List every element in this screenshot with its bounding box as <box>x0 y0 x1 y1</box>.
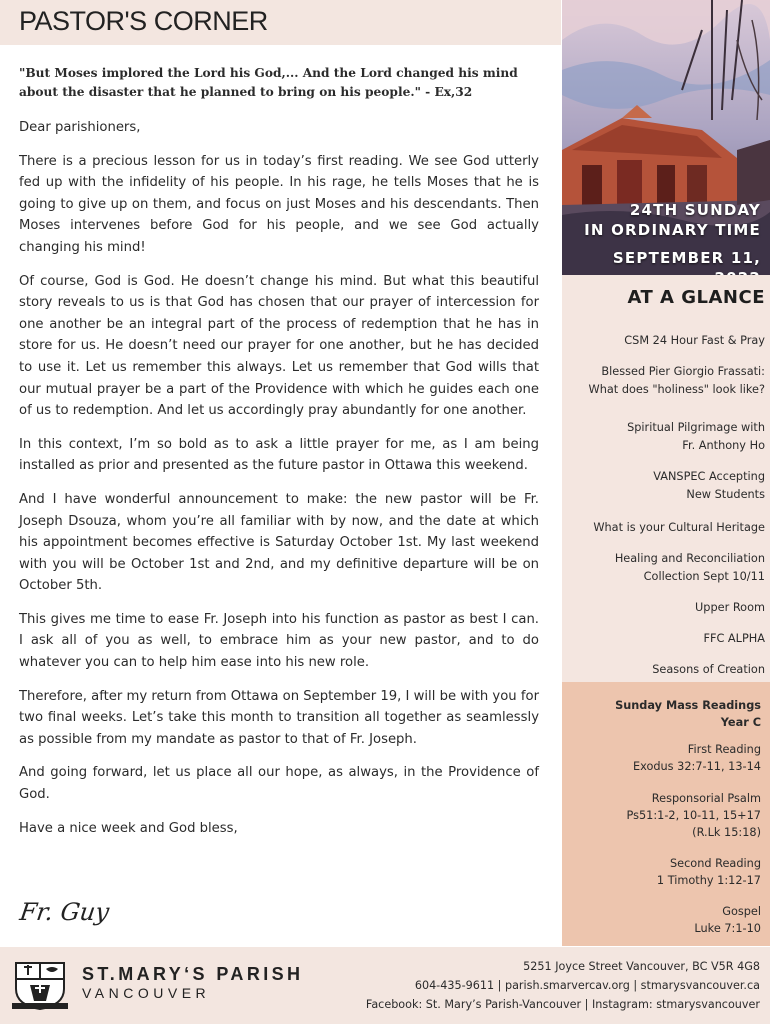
glance-item-cultural-heritage[interactable]: What is your Cultural Heritage <box>593 521 765 534</box>
parish-social-links[interactable]: Facebook: St. Mary’s Parish-Vancouver | Instagram: stmarysvancouver <box>365 998 760 1011</box>
letter-paragraph: Therefore, after my return from Ottawa on September 19, I will be with you for two final weeks. Let’s take this month to transition all together as seamlessly as possible from my mandate as pastor to that of Fr. Joseph. <box>19 688 539 747</box>
letter-paragraph: In this context, I’m so bold as to ask a little prayer for me, as I am being installed as prior and presented as the future pastor in Ottawa this weekend. <box>19 436 539 474</box>
mass-readings-panel <box>562 682 770 946</box>
letter-paragraph: There is a precious lesson for us in today’s first reading. We see God utterly fed up with the infidelity of his people. In his rage, he tells Moses that he is going to give up on them, and focus on just Moses and his descendants. Then Moses intervenes before God for his people, and we see God actually changing his mind! <box>19 153 539 255</box>
letter-paragraph: Of course, God is God. He doesn’t change his mind. But what this beautiful story reveals to us is that God has chosen that our prayer of intercession for one another be an integral part of the process of redemption that he has in store for us. He doesn’t need our prayer for one another, but he has decided to use it. Let us remember this always. Let us remember that God wills that our mutual prayer be a part of the Providence with which he guides each one of us to redemption. And let us accordingly pray abundantly for one another. <box>19 273 539 419</box>
letter-closing: Have a nice week and God bless, <box>19 820 238 836</box>
first-reading: First Reading Exodus 32:7-11, 13-14 <box>632 743 761 773</box>
pastor-letter <box>19 64 539 851</box>
parish-name: ST.MARY‘S PARISH <box>82 964 304 984</box>
parish-city: VANCOUVER <box>82 985 211 1001</box>
gospel-reading: Gospel Luke 7:1-10 <box>694 905 761 935</box>
crest-icon <box>12 959 68 1011</box>
parish-footer <box>0 947 770 1024</box>
responsorial-psalm: Responsorial Psalm Ps51:1-2, 10-11, 15+17 (R.Lk 15:18) <box>626 792 761 839</box>
letter-greeting: Dear parishioners, <box>19 120 141 135</box>
bulletin-date: SEPTEMBER 11, <box>612 249 761 267</box>
letter-paragraph: This gives me time to ease Fr. Joseph into his function as pastor as best I can. I ask all of you as well, to embrace him as your new pastor, and to do whatever you can to help him ease into his new role. <box>19 611 539 671</box>
glance-item-ffc-alpha[interactable]: FFC ALPHA <box>703 632 765 645</box>
parish-crest-logo <box>12 959 68 1011</box>
page-title: PASTOR'S CORNER <box>19 6 268 36</box>
glance-item-frassati[interactable]: Blessed Pier Giorgio Frassati: What does "holiness" look like? <box>588 365 765 396</box>
glance-item-vanspec[interactable]: VANSPEC Accepting New Students <box>653 470 765 501</box>
at-a-glance-panel <box>562 275 770 682</box>
parish-address: 5251 Joyce Street Vancouver, BC V5R 4G8 <box>523 960 760 973</box>
glance-item-fast-pray[interactable]: CSM 24 Hour Fast & Pray <box>624 334 765 347</box>
church-photo <box>562 0 770 275</box>
at-a-glance-title: AT A GLANCE <box>627 287 765 308</box>
glance-item-pilgrimage[interactable]: Spiritual Pilgrimage with Fr. Anthony Ho <box>627 421 765 452</box>
parish-contact-links[interactable]: 604-435-9611 | parish.smarvercav.org | stmarysvancouver.ca <box>414 979 760 992</box>
glance-item-seasons-of-creation[interactable]: Seasons of Creation <box>652 663 765 676</box>
liturgical-day-line1: 24TH SUNDAY <box>629 201 761 219</box>
readings-heading: Sunday Mass Readings Year C <box>615 699 761 729</box>
section-header <box>0 0 561 45</box>
second-reading: Second Reading 1 Timothy 1:12-17 <box>656 857 761 887</box>
glance-item-healing-collection[interactable]: Healing and Reconciliation Collection Sept 10/11 <box>614 552 765 583</box>
scripture-quote: "But Moses implored the Lord his God,... And the Lord changed his mind about the disaster that he planned to bring on his people." - Ex,32 <box>19 66 518 99</box>
liturgical-day-line2: IN ORDINARY TIME <box>584 221 761 239</box>
glance-item-upper-room[interactable]: Upper Room <box>695 601 765 614</box>
letter-paragraph: And going forward, let us place all our hope, as always, in the Providence of God. <box>19 765 539 803</box>
pastor-signature: Fr. Guy <box>18 898 111 926</box>
letter-paragraph: And I have wonderful announcement to make: the new pastor will be Fr. Joseph Dsouza, whom you’re all familiar with by now, and the date at which his appointment becomes effective is Saturday October 1st. My last weekend with you will be October 1st and 2nd, and my definitive departure will be on October 5th. <box>19 491 539 594</box>
